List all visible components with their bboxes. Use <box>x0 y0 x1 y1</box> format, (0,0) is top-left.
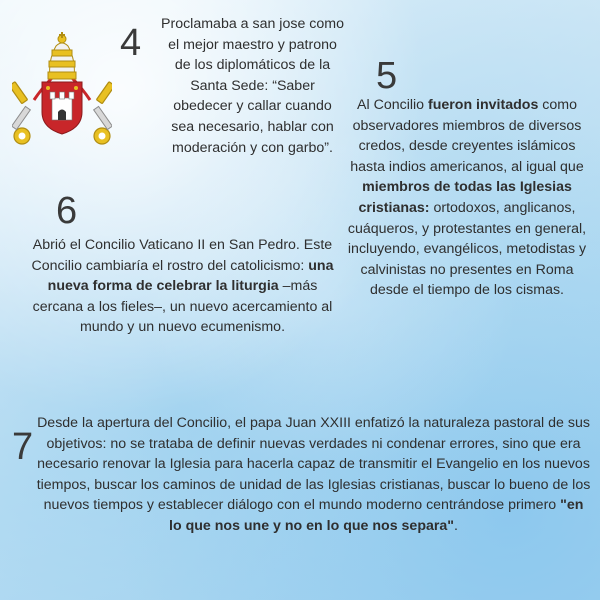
section-5-bold-2: miembros de todas las Iglesias cristianas: <box>358 179 572 216</box>
section-7-text <box>36 413 591 537</box>
section-4-number: 4 <box>120 22 142 64</box>
section-5-bold-1: fueron invitados <box>427 97 539 113</box>
section-4-text: Proclamaba a san jose como el mejor maestro y patrono de los diplomáticos de la Santa Sede: “Saber obedecer y callar cuando sea necesario, hablar con moderación y con garbo”. <box>161 16 344 156</box>
section-5-text-part-2: como observadores miembros de diversos credos, desde creyentes islámicos hasta indios americanos, al igual que <box>350 97 584 175</box>
section-5-text <box>347 95 587 301</box>
section-6-text-part-2: –más cercana a los fieles–, un nuevo acercamiento al mundo y un nuevo ecumenismo. <box>32 278 333 336</box>
section-5-text-part-3: ortodoxos, anglicanos, cuáqueros, y protestantes en general, incluyendo, evangélicos, metodistas y calvinistas no presentes en Roma desde el tiempo de los cismas. <box>347 199 587 299</box>
section-5-text-part-1: Al Concilio <box>357 97 428 113</box>
section-7-number: 7 <box>12 426 34 468</box>
section-7-text-part-2: . <box>454 517 458 534</box>
section-6-bold-1: una nueva forma de celebrar la liturgia <box>47 257 334 295</box>
section-6-number: 6 <box>56 190 78 232</box>
papal-coat-of-arms-icon <box>12 30 112 150</box>
section-5-number: 5 <box>376 55 398 97</box>
section-7-bold-1: "en lo que nos une y no en lo que nos separa" <box>169 497 584 534</box>
section-7-text-part-1: Desde la apertura del Concilio, el papa Juan XXIII enfatizó la naturaleza pastoral de sus objetivos: no se trataba de definir nuevas verdades ni condenar errores, sino que era necesario renovar la Iglesia para hacerla capaz de transmitir el Evangelio en los nuevos tiempos, buscar los caminos de unidad de las Iglesias cristianas, buscar lo bueno de los nuevos tiempos y establecer diálogo con el mundo moderno centrándose primero <box>36 415 591 514</box>
section-6-text <box>30 235 335 338</box>
section-6-text-part-1: Abrió el Concilio Vaticano II en San Pedro. Este Concilio cambiaría el rostro del catolicismo: <box>31 237 333 274</box>
